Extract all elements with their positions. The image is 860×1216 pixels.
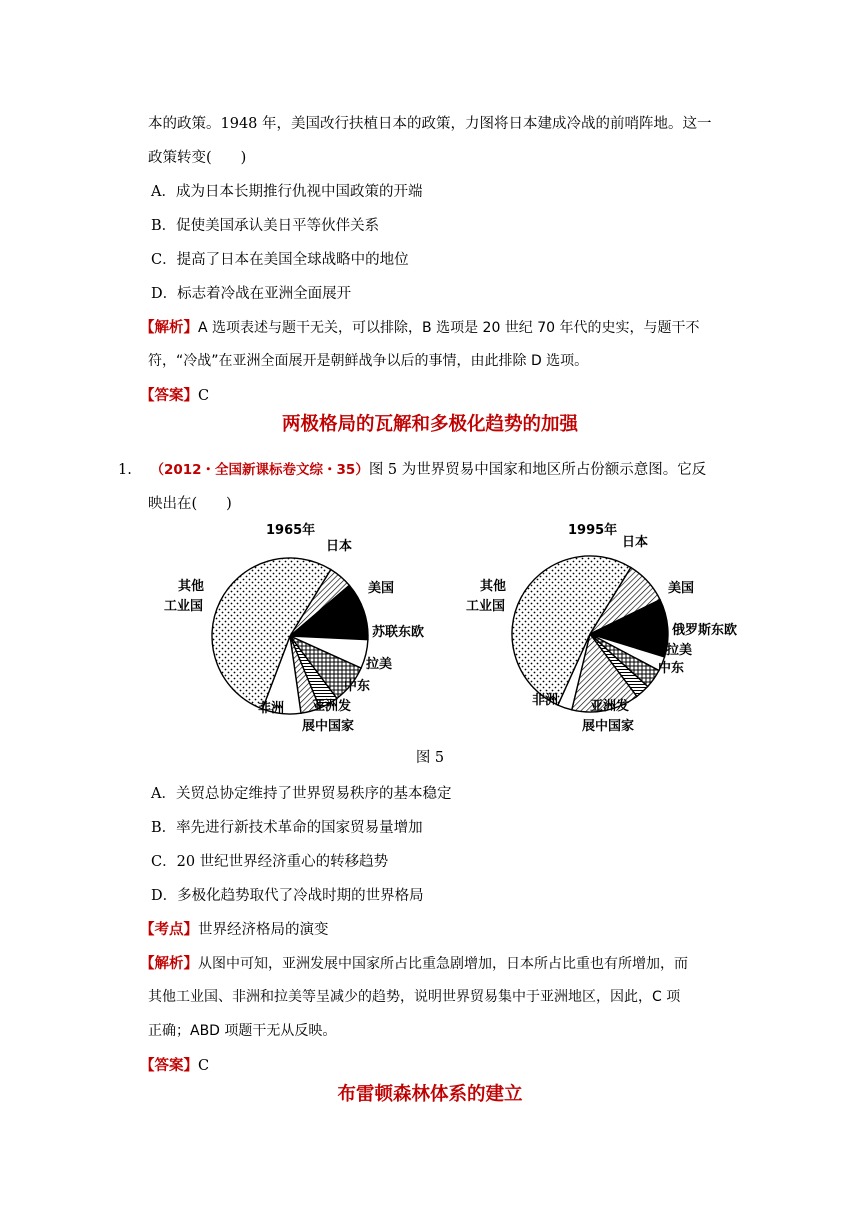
pie-1995-label-japan: 日本: [622, 535, 649, 550]
pie-1995-label-other1: 其他: [480, 579, 507, 594]
answer-tag: 【答案】: [140, 388, 198, 404]
pie-1965-label-usa: 美国: [368, 581, 395, 596]
prev-analysis-line1: [140, 316, 700, 337]
pie-1995-label-asia2: 展中国家: [582, 719, 635, 734]
prev-analysis-line2: 符，“冷战”在亚洲全面展开是朝鲜战争以后的事情，由此排除 D 选项。: [148, 353, 589, 369]
kaodian-text: 世界经济格局的演变: [198, 922, 329, 938]
prev-option-c: C．提高了日本在美国全球战略中的地位: [151, 252, 409, 268]
q1-answer: [140, 1054, 209, 1075]
pie-1965-label-other2: 工业国: [164, 599, 204, 614]
pie-1995-label-other2: 工业国: [466, 599, 506, 614]
q1-stem-text: 图 5 为世界贸易中国家和地区所占份额示意图。它反: [368, 462, 707, 478]
q1-number: 1.: [118, 462, 132, 478]
pie-1965-label-mideast: 中东: [344, 679, 371, 694]
pie-1965-label-asia1: 亚洲发: [312, 699, 352, 714]
q1-option-d: D．多极化趋势取代了冷战时期的世界格局: [151, 888, 424, 904]
prev-option-a: A．成为日本长期推行仇视中国政策的开端: [151, 184, 423, 200]
prev-question-stem-line2: 政策转变( ): [148, 150, 247, 166]
prev-question-stem-line1: 本的政策。1948 年，美国改行扶植日本的政策，力图将日本建成冷战的前哨阵地。这一: [148, 116, 712, 132]
pie-1965-label-other1: 其他: [178, 579, 205, 594]
pie-1965-label-africa: 非洲: [258, 701, 285, 716]
q1-option-c: C．20 世纪世界经济重心的转移趋势: [151, 854, 389, 870]
q1-option-a: A．关贸总协定维持了世界贸易秩序的基本稳定: [151, 786, 452, 802]
q1-analysis-line2: 其他工业国、非洲和拉美等呈减少的趋势，说明世界贸易集中于亚洲地区，因此，C 项: [148, 989, 681, 1005]
analysis-tag: 【解析】: [140, 320, 198, 336]
answer-value: C: [198, 1058, 210, 1074]
q1-stem-line2: 映出在( ): [148, 496, 232, 512]
pie-1965-label-asia2: 展中国家: [302, 719, 355, 734]
kaodian-tag: 【考点】: [140, 922, 198, 938]
section-title-bipolar: 两极格局的瓦解和多极化趋势的加强: [281, 414, 578, 435]
analysis-text: 从图中可知，亚洲发展中国家所占比重急剧增加，日本所占比重也有所增加，而: [198, 956, 688, 972]
pie-1965-title: 1965年: [266, 523, 316, 538]
pie-1995-label-mideast: 中东: [658, 661, 685, 676]
q1-option-b: B．率先进行新技术革命的国家贸易量增加: [151, 820, 423, 836]
q1-analysis-line3: 正确；ABD 项题干无从反映。: [148, 1023, 337, 1039]
answer-tag: 【答案】: [140, 1058, 198, 1074]
pie-1965-label-latam: 拉美: [366, 657, 393, 672]
pie-1995-title: 1995年: [568, 523, 618, 538]
pie-1995: [466, 522, 737, 734]
pie-1995-label-usa: 美国: [668, 581, 695, 596]
prev-option-d: D．标志着冷战在亚洲全面展开: [151, 286, 352, 302]
pie-1995-label-latam: 拉美: [666, 643, 693, 658]
analysis-text: A 选项表述与题干无关，可以排除，B 选项是 20 世纪 70 年代的史实，与题干不: [198, 320, 700, 336]
section-title-bretton-woods: 布雷顿森林体系的建立: [337, 1084, 523, 1105]
prev-option-b: B．促使美国承认美日平等伙伴关系: [151, 218, 380, 234]
pie-1965-label-ussr: 苏联东欧: [372, 625, 425, 640]
q1-analysis-line1: [140, 952, 688, 973]
figure-caption: 图 5: [415, 750, 445, 766]
pie-1995-label-russia: 俄罗斯东欧: [672, 623, 738, 638]
prev-answer: [140, 384, 209, 405]
q1-source: （2012・全国新课标卷文综・35）: [150, 462, 369, 478]
trade-share-figure: [140, 512, 780, 742]
answer-value: C: [198, 388, 210, 404]
q1-stem-line1: [118, 458, 706, 479]
q1-kaodian: [140, 918, 329, 939]
analysis-tag: 【解析】: [140, 956, 198, 972]
pie-1965-label-japan: 日本: [326, 539, 353, 554]
pie-1995-label-africa: 非洲: [532, 693, 559, 708]
pie-1995-label-asia1: 亚洲发: [590, 699, 630, 714]
pie-1965: [164, 522, 424, 734]
